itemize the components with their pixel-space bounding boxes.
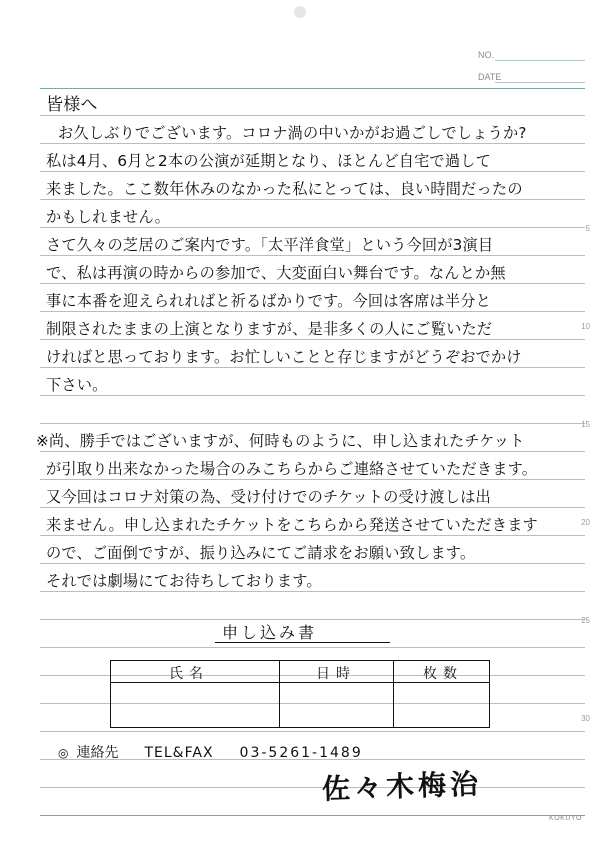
ruled-line <box>40 787 585 788</box>
ruled-line <box>40 115 585 116</box>
ruled-line <box>40 479 585 480</box>
letter-line: それでは劇場にてお待ちしております。 <box>46 572 322 590</box>
ruled-line <box>40 451 585 452</box>
letter-line: 下さい。 <box>46 376 108 394</box>
letter-line: 私は4月、6月と2本の公演が延期となり、ほとんど自宅で過して <box>46 152 492 170</box>
tel-fax-label: TEL&FAX <box>144 745 214 761</box>
letter-line: ので、ご面倒ですが、振り込みにてご請求をお願い致します。 <box>46 544 476 562</box>
binder-hole <box>294 6 306 18</box>
table-divider <box>279 661 280 727</box>
column-datetime: 日時 <box>316 666 356 682</box>
signature: 佐々木梅治 <box>321 767 483 806</box>
form-title-underline <box>215 642 390 643</box>
form-title: 申し込み書 <box>222 623 318 642</box>
letter-line: ※尚、勝手ではございますが、何時ものように、申し込まれたチケット <box>36 432 525 450</box>
ruled-line <box>40 339 585 340</box>
ruled-line <box>40 199 585 200</box>
ruled-line <box>40 143 585 144</box>
ruled-line <box>40 283 585 284</box>
margin-number: 20 <box>581 518 590 527</box>
ruled-line <box>40 367 585 368</box>
greeting: 皆様へ <box>46 95 98 115</box>
ruled-line <box>40 423 585 424</box>
margin-number: 5 <box>585 224 590 233</box>
no-line <box>495 60 585 61</box>
column-quantity: 枚数 <box>423 666 463 682</box>
date-line <box>495 82 585 83</box>
margin-number: 30 <box>581 714 590 723</box>
margin-number: 10 <box>581 322 590 331</box>
letter-line: 又今回はコロナ対策の為、受け付けでのチケットの受け渡しは出 <box>46 488 491 506</box>
ruled-line <box>40 647 585 648</box>
contact-label: 連絡先 <box>76 745 119 761</box>
letter-line: 来ません。申し込まれたチケットをこちらから発送させていただきます <box>46 516 538 534</box>
ruled-line <box>40 563 585 564</box>
ruled-line <box>40 815 585 816</box>
ruled-line <box>40 227 585 228</box>
date-label: DATE <box>478 72 502 82</box>
ruled-line <box>40 311 585 312</box>
ruled-line <box>40 88 585 89</box>
letter-line: で、私は再演の時からの参加で、大変面白い舞台です。なんとか無 <box>46 264 506 282</box>
ruled-line <box>40 255 585 256</box>
letter-line: 事に本番を迎えられればと祈るばかりです。今回は客席は半分と <box>46 292 492 310</box>
margin-number: 15 <box>581 420 590 429</box>
bullet-icon: ◎ <box>58 746 69 760</box>
ruled-line <box>40 395 585 396</box>
application-table <box>110 660 490 728</box>
margin-number: 25 <box>581 616 590 625</box>
letter-line: お久しぶりでございます。コロナ渦の中いかがお過ごしでしょうか? <box>58 124 527 142</box>
ruled-line <box>40 507 585 508</box>
phone-number: 03-5261-1489 <box>239 745 363 761</box>
ruled-line <box>40 591 585 592</box>
letter-line: さて久々の芝居のご案内です。「太平洋食堂」という今回が3演目 <box>46 236 494 254</box>
ruled-line <box>40 535 585 536</box>
letter-line: かもしれません。 <box>46 208 171 226</box>
contact-line <box>58 742 363 762</box>
brand-mark: KOKUYO <box>549 815 582 822</box>
letter-line: ければと思っております。お忙しいことと存じますがどうぞおでかけ <box>46 348 522 366</box>
no-label: NO. <box>478 50 495 60</box>
ruled-line <box>40 171 585 172</box>
table-divider <box>393 661 394 727</box>
letter-line: 制限されたままの上演となりますが、是非多くの人にご覧いただ <box>46 320 493 338</box>
ruled-line <box>40 731 585 732</box>
letter-line: が引取り出来なかった場合のみこちらからご連絡させていただきます。 <box>46 460 538 478</box>
column-name: 氏名 <box>169 666 209 682</box>
letter-line: 来ました。ここ数年休みのなかった私にとっては、良い時間だったの <box>46 180 523 198</box>
